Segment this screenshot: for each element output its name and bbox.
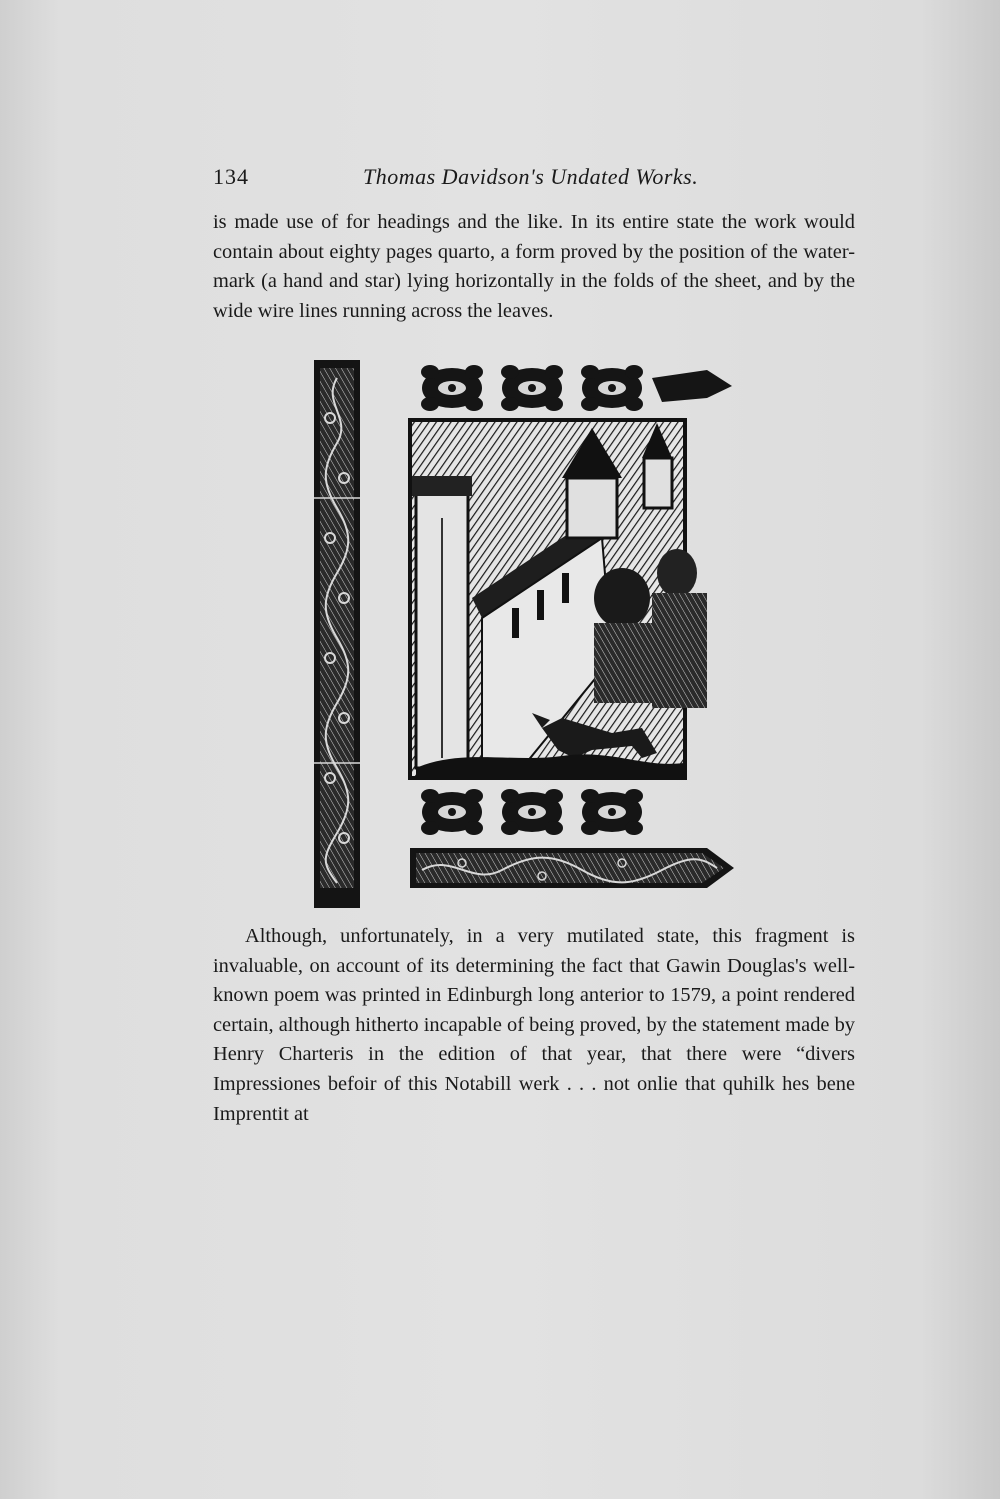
woodcut-figure — [312, 358, 752, 910]
horizontal-border-strip — [410, 848, 734, 888]
top-flower-row — [421, 365, 732, 411]
bottom-flower-row — [421, 789, 643, 835]
running-title: Thomas Davidson's Undated Works. — [363, 164, 699, 189]
paragraph-1: is made use of for headings and the like. In its entire state the work would contain about eighty pages quarto, a form proved by the position of the water-mark (a hand and star) lying horizontally in the folds of the sheet, and by the wide wire lines running across the leaves. — [213, 211, 855, 322]
castle-scene — [410, 420, 707, 778]
paragraph-2: Although, unfortunately, in a very mutilated state, this fragment is invaluable, on account of its determining the fact that Gawin Douglas's well-known poem was printed in Edinburgh long anterior to 1579, a point rendered certain, although hitherto incapable of being proved, by the statement made by Henry Charteris in the edition of that year, that there were “divers Impressiones befoir of this Notabill werk . . . not onlie that quhilk hes bene Imprentit at — [213, 925, 855, 1125]
vertical-border-strip — [314, 360, 360, 908]
running-head — [213, 164, 855, 194]
page-number: 134 — [213, 164, 249, 189]
